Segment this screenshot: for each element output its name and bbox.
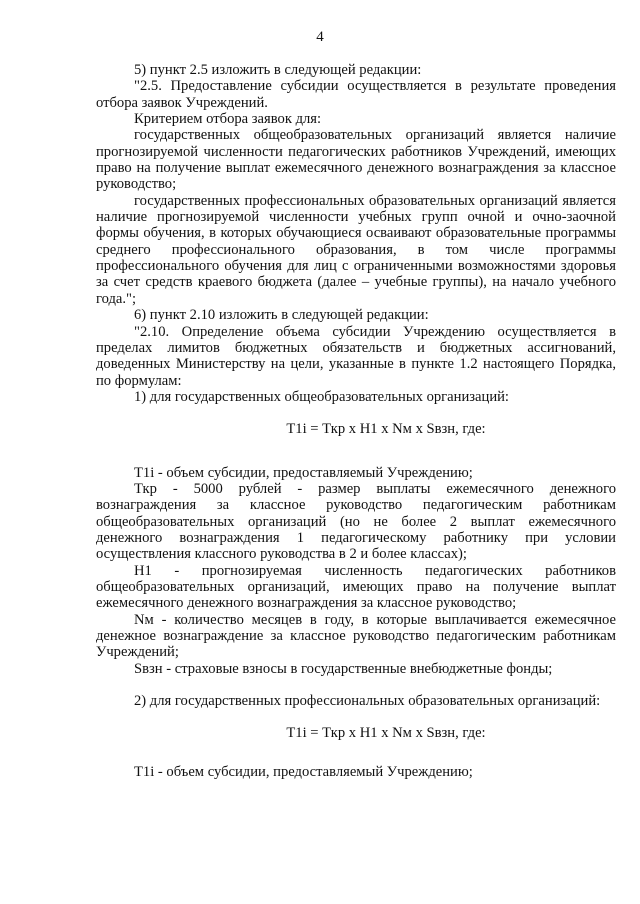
paragraph-clause-2-5: "2.5. Предоставление субсидии осуществляется в результате проведения отбора заявок Учреждений. xyxy=(96,78,616,111)
document-body xyxy=(96,62,616,780)
formula-2: Т1i = Ткр x Н1 x Nм x Sвзн, где: xyxy=(286,725,486,742)
paragraph-formula-case-2: 2) для государственных профессиональных образовательных организаций: xyxy=(134,693,601,710)
paragraph-item-5: 5) пункт 2.5 изложить в следующей редакции: xyxy=(134,62,422,78)
definition-t1i: Т1i - объем субсидии, предоставляемый Учреждению; xyxy=(134,464,473,481)
page-number: 4 xyxy=(316,29,324,45)
formula-1: Т1i = Ткр x Н1 x Nм x Sвзн, где: xyxy=(286,421,486,438)
definition-n1: Н1 - прогнозируемая численность педагогических работников общеобразовательных организаций, имеющих право на получение выплат ежемесячного денежного вознаграждения за классное руководство; xyxy=(96,562,616,612)
paragraph-criterion-general-schools: государственных общеобразовательных организаций является наличие прогнозируемой численности педагогических работников Учреждений, имеющих право на получение выплат ежемесячного денежного вознаграждения за классное руководство; xyxy=(96,127,616,193)
definition-svzn: Sвзн - страховые взносы в государственные внебюджетные фонды; xyxy=(134,660,553,677)
paragraph-criterion-intro: Критерием отбора заявок для: xyxy=(134,111,322,128)
paragraph-clause-2-10: "2.10. Определение объема субсидии Учреждению осуществляется в пределах лимитов бюджетных обязательств и бюджетных ассигнований, доведенных Министерству на цели, указанные в пункте 1.2 настоящего Порядка, по формулам: xyxy=(96,323,616,389)
paragraph-item-6: 6) пункт 2.10 изложить в следующей редакции: xyxy=(134,307,429,324)
paragraph-formula-case-1: 1) для государственных общеобразовательных организаций: xyxy=(134,388,509,405)
definition-nm: Nм - количество месяцев в году, в которые выплачивается ежемесячное денежное вознаграждение за классное руководство педагогическим работникам Учреждений; xyxy=(96,611,616,661)
paragraph-criterion-professional-schools: государственных профессиональных образовательных организаций является наличие прогнозируемой численности учебных групп очной и очно-заочной формы обучения, в которых обучающиеся осваивают образовательные программы среднего профессионального образования, в том числе программы профессионального обучения для лиц с ограниченными возможностями здоровья за счет средств краевого бюджета (далее – учебные группы), на начало учебного года."; xyxy=(96,192,616,307)
definition-tkr: Ткр - 5000 рублей - размер выплаты ежемесячного денежного вознаграждения за классное руководство педагогическим работникам общеобразовательных организаций (но не более 2 выплат ежемесячного денежного вознаграждения 1 педагогическому работнику при условии осуществления классного руководства в 2 и более классах); xyxy=(96,480,616,563)
definition-t1i-second: Т1i - объем субсидии, предоставляемый Учреждению; xyxy=(134,763,473,780)
